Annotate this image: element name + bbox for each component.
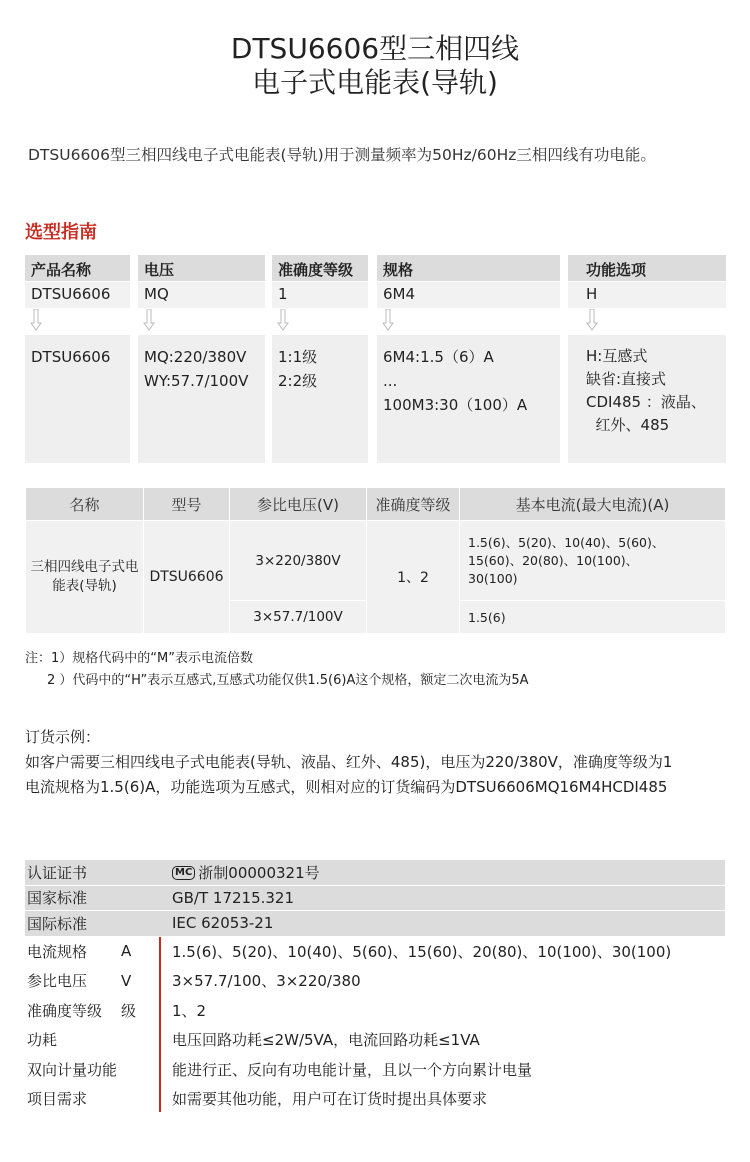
arrow-down-icon [277,309,289,331]
param-key: 双向计量功能 [27,1060,118,1079]
arrow-down-icon [30,309,42,331]
order-title: 订货示例： [25,728,101,746]
guide-detail-spec: 6M4:1.5（6）A ... 100M3:30（100）A [377,335,560,463]
guide-head-spec: 规格 [377,255,560,281]
page-title [0,32,750,100]
spec-cell-voltage-2: 3×57.7/100V [230,601,367,634]
mc-badge-icon: MC [172,866,195,880]
param-unit: 级 [121,1001,137,1020]
param-value: 3×57.7/100、3×220/380 [172,972,361,991]
param-value: 能进行正、反向有功电能计量，且以一个方向累计电量 [172,1060,533,1079]
spec-cell-current-1: 1.5(6)、5(20)、10(40)、5(60)、15(60)、20(80)、10(100)、30(100) [460,521,726,601]
param-value: 1、2 [172,1001,207,1020]
guide-value-function: H [568,282,726,308]
guide-detail-accuracy: 1:1级 2:2级 [272,335,368,463]
param-value: GB/T 17215.321 [172,888,295,907]
param-unit: V [121,971,132,990]
spec-cell-current-2: 1.5(6) [460,601,726,634]
guide-value-product: DTSU6606 [25,282,130,308]
param-row [25,937,725,967]
order-example [25,725,735,800]
table-row [26,521,726,601]
spec-cell-name: 三相四线电子式电能表(导轨) [26,521,144,634]
param-key: 项目需求 [27,1090,88,1109]
order-line-1: 如客户需要三相四线电子式电能表(导轨、液晶、红外、485)，电压为220/380V，准确度等级为1 [25,753,673,771]
param-row [25,886,725,912]
note-2: 2 ）代码中的“H”表示互感式,互感式功能仅供1.5(6)A这个规格，额定二次电流为5A [47,673,529,688]
spec-header-voltage: 参比电压(V) [230,488,367,521]
param-value: 电压回路功耗≤2W/5VA，电流回路功耗≤1VA [172,1031,480,1050]
guide-detail-voltage: MQ:220/380V WY:57.7/100V [138,335,265,463]
arrow-down-icon [143,309,155,331]
spec-header-name: 名称 [26,488,144,521]
guide-value-voltage: MQ [138,282,265,308]
param-row [25,966,725,996]
param-key: 准确度等级 [27,1001,103,1020]
param-key: 参比电压 [27,972,88,991]
param-row [25,996,725,1026]
param-row [25,1055,725,1085]
notes [25,648,529,692]
spec-cell-accuracy: 1、2 [367,521,460,634]
parameter-table [25,860,725,1114]
note-1: 注：1）规格代码中的“M”表示电流倍数 [25,651,253,666]
param-row [25,911,725,937]
title-line-2: 电子式电能表(导轨) [252,66,498,99]
guide-title: 选型指南 [25,222,97,243]
guide-value-accuracy: 1 [272,282,368,308]
param-row [25,1084,725,1114]
param-value: IEC 62053-21 [172,914,274,933]
param-row [25,1025,725,1055]
arrow-down-icon [586,309,598,331]
spec-table [25,487,726,634]
param-key: 功耗 [27,1031,58,1050]
arrow-down-icon [382,309,394,331]
guide-detail-function: H:互感式 缺省:直接式 CDI485 ：液晶、 红外、485 [568,335,726,463]
title-line-1: DTSU6606型三相四线 [230,32,520,65]
param-value: 1.5(6)、5(20)、10(40)、5(60)、15(60)、20(80)、10(100)、30(100) [172,942,672,961]
intro-text: DTSU6606型三相四线电子式电能表(导轨)用于测量频率为50Hz/60Hz三相四线有功电能。 [28,146,656,164]
param-key: 认证证书 [27,863,88,882]
spec-cell-model: DTSU6606 [144,521,230,634]
param-value: 如需要其他功能，用户可在订货时提出具体要求 [172,1090,488,1109]
spec-header-current: 基本电流(最大电流)(A) [460,488,726,521]
spec-cell-voltage-1: 3×220/380V [230,521,367,601]
param-row [25,860,725,886]
spec-table-header [26,488,726,521]
guide-head-product: 产品名称 [25,255,130,281]
param-key: 电流规格 [27,942,88,961]
order-line-2: 电流规格为1.5(6)A，功能选项为互感式，则相对应的订货编码为DTSU6606MQ16M4HCDI485 [25,778,668,796]
param-key: 国家标准 [27,889,88,908]
param-key: 国际标准 [27,914,88,933]
param-unit: A [121,942,132,961]
spec-header-accuracy: 准确度等级 [367,488,460,521]
spec-header-model: 型号 [144,488,230,521]
guide-head-accuracy: 准确度等级 [272,255,368,281]
guide-value-spec: 6M4 [377,282,560,308]
param-value: MC 浙制00000321号 [172,862,320,883]
guide-head-voltage: 电压 [138,255,265,281]
guide-detail-product: DTSU6606 [25,335,130,463]
guide-head-function: 功能选项 [568,255,726,281]
